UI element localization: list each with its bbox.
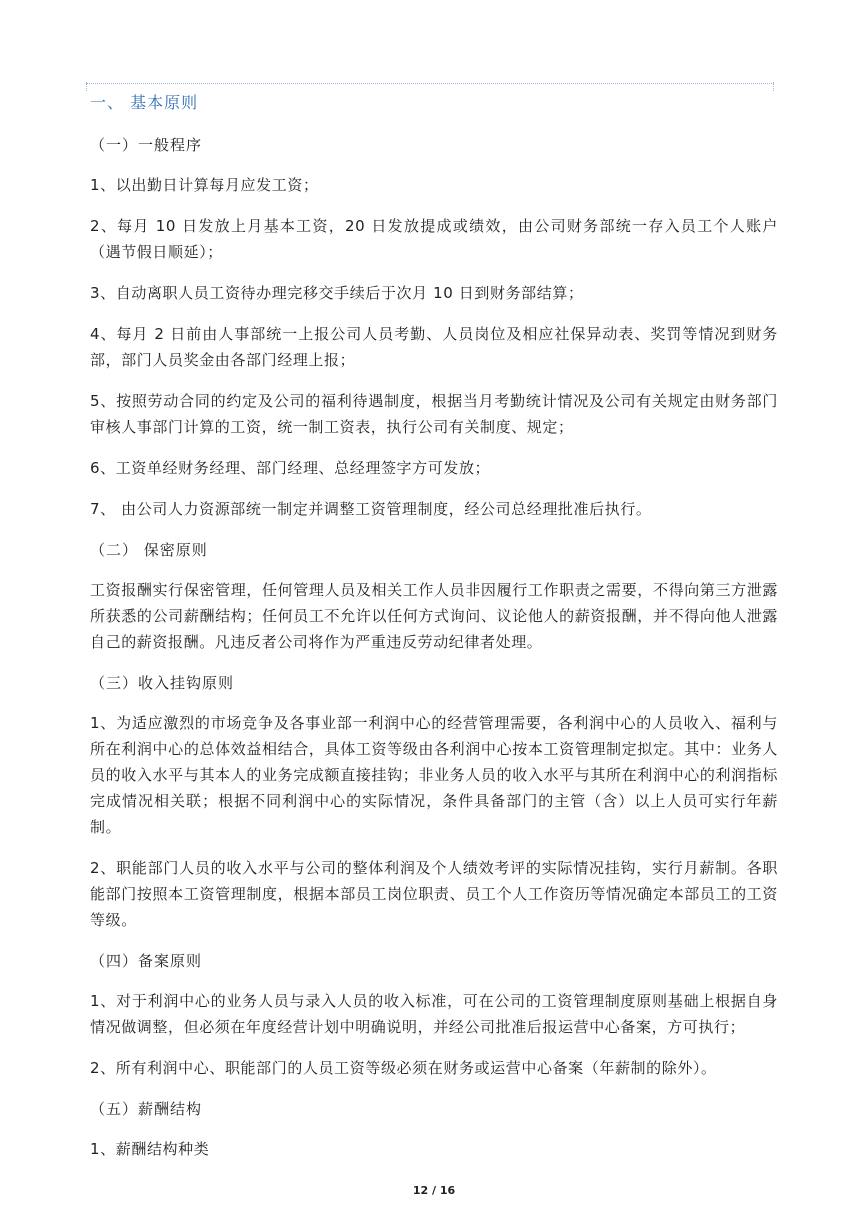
- subsection-heading: （三）收入挂钩原则: [90, 674, 235, 692]
- document-body: [90, 90, 778, 1177]
- paragraph: 工资报酬实行保密管理，任何管理人员及相关工作人员非因履行工作职责之需要，不得向第三方泄露所获悉的公司薪酬结构；任何员工不允许以任何方式询问、议论他人的薪资报酬，并不得向他人泄露自己的薪资报酬。凡违反者公司将作为严重违反劳动纪律者处理。: [90, 581, 778, 651]
- paragraph: 4、每月 2 日前由人事部统一上报公司人员考勤、人员岗位及相应社保异动表、奖罚等情况到财务部，部门人员奖金由各部门经理上报；: [90, 325, 778, 369]
- page-number: 12 / 16: [412, 1184, 456, 1197]
- paragraph: 6、工资单经财务经理、部门经理、总经理签字方可发放；: [90, 459, 491, 477]
- paragraph: 1、为适应激烈的市场竞争及各事业部一利润中心的经营管理需要，各利润中心的人员收入、福利与所在利润中心的总体效益相结合，具体工资等级由各利润中心按本工资管理制定拟定。其中：业务人员的收入水平与其本人的业务完成额直接挂钩；非业务人员的收入水平与其所在利润中心的利润指标完成情况相关联；根据不同利润中心的实际情况，条件具备部门的主管（含）以上人员可实行年薪制。: [90, 714, 778, 836]
- paragraph: 2、职能部门人员的收入水平与公司的整体利润及个人绩效考评的实际情况挂钩，实行月薪制。各职能部门按照本工资管理制度，根据本部员工岗位职责、员工个人工作资历等情况确定本部员工的工资等级。: [90, 859, 778, 929]
- subsection-heading: （二） 保密原则: [90, 541, 208, 559]
- paragraph: 7、 由公司人力资源部统一制定并调整工资管理制度，经公司总经理批准后执行。: [90, 500, 652, 518]
- paragraph: 1、对于利润中心的业务人员与录入人员的收入标准，可在公司的工资管理制度原则基础上根据自身情况做调整，但必须在年度经营计划中明确说明，并经公司批准后报运营中心备案，方可执行；: [90, 992, 778, 1036]
- subsection-heading: （五）薪酬结构: [90, 1100, 203, 1118]
- section-heading: 一、 基本原则: [90, 93, 199, 112]
- heading-border: [86, 83, 774, 84]
- paragraph: 3、自动离职人员工资待办理完移交手续后于次月 10 日到财务部结算；: [90, 284, 584, 302]
- paragraph: 2、每月 10 日发放上月基本工资，20 日发放提成或绩效，由公司财务部统一存入员工个人账户（遇节假日顺延）；: [90, 217, 778, 261]
- subsection-heading: （一）一般程序: [90, 136, 203, 154]
- paragraph: 1、薪酬结构种类: [90, 1140, 210, 1158]
- paragraph: 2、所有利润中心、职能部门的人员工资等级必须在财务或运营中心备案（年薪制的除外）。: [90, 1059, 717, 1077]
- document-blocks: [90, 132, 778, 1162]
- paragraph: 5、按照劳动合同的约定及公司的福利待遇制度，根据当月考勤统计情况及公司有关规定由财务部门审核人事部门计算的工资，统一制工资表，执行公司有关制度、规定；: [90, 392, 778, 436]
- subsection-heading: （四）备案原则: [90, 952, 203, 970]
- paragraph: 1、以出勤日计算每月应发工资；: [90, 176, 319, 194]
